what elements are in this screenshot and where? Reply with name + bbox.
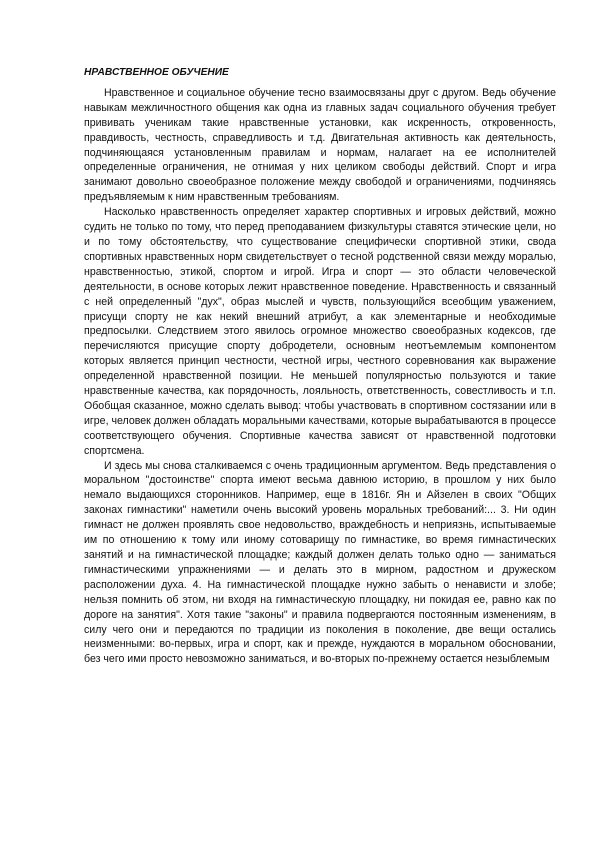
document-title: НРАВСТВЕННОЕ ОБУЧЕНИЕ — [84, 67, 229, 78]
paragraph-3: И здесь мы снова сталкиваемся с очень традиционным аргументом. Ведь представления о моральном "достоинстве" спорта имеют весьма давнюю историю, в прошлом у них было немало выдающихся сторонников. Например, еще в 1816г. Ян и Айзелен в своих "Общих законах гимнастики" наметили очень высокий уровень моральных требований:... 3. Ни один гимнаст не должен проявлять свое недовольство, враждебность и неприязнь, испытываемые им по отношению к тому или иному сотоварищу по гимнастике, во время гимнастических занятий и на гимнастической площадке; каждый должен делать только одно — заниматься гимнастическими упражнениями — и делать это в мирном, радостном и дружеском расположении духа. 4. На гимнастической площадке нужно забыть о ненависти и злобе; нельзя помнить об этом, ни входя на гимнастическую площадку, ни покидая ее, равно как по дороге на занятия". Хотя такие "законы" и правила подвергаются постоянным изменениям, в силу чего они и передаются по традиции из поколения в поколение, две вещи остались неизменными: во-первых, игра и спорт, как и прежде, нуждаются в моральном обосновании, без чего ими просто невозможно заниматься, и во-вторых по-прежнему остается незыблемым — [84, 459, 556, 666]
paragraph-2: Насколько нравственность определяет характер спортивных и игровых действий, можно судить не только по тому, что перед преподаванием физкультуры ставятся этические цели, но и по тому обстоятельству, что существование специфически спортивной этики, свода спортивных нравственных норм свидетельствует о тесной родственной связи между моралью, нравственностью, этикой, спортом и игрой. Игра и спорт — это области человеческой деятельности, в основе которых лежит нравственное поведение. Нравственность и связанный с ней определенный "дух", образ мыслей и чувств, пользующийся всеобщим уважением, присущи спорту не как некий внешний атрибут, а как элементарные и необходимые предпосылки. Следствием этого явилось огромное множество своеобразных кодексов, где перечисляются присущие спорту добродетели, основным неотъемлемым компонентом которых является принцип честности, честной игры, честного соревнования как выражение определенной нравственной позиции. Не меньшей популярностью пользуются и такие нравственные качества, как порядочность, лояльность, ответственность, совестливость и т.п. Обобщая сказанное, можно сделать вывод: чтобы участвовать в спортивном состязании или в игре, человек должен обладать моральными качествами, которые вырабатываются в процессе соответствующего обучения. Спортивные качества зависят от нравственной подготовки спортсмена. — [84, 206, 556, 457]
document-page — [84, 66, 556, 667]
paragraph-1: Нравственное и социальное обучение тесно взаимосвязаны друг с другом. Ведь обучение навыкам межличностного общения как одна из главных задач социального обучения требует прививать ученикам такие нравственные установки, как искренность, откровенность, правдивость, честность, справедливость и т.д. Двигательная активность как деятельность, подчиняющаяся установленным правилам и нормам, налагает на ее исполнителей определенные ограничения, не отнимая у них целиком свободы действий. Спорт и игра занимают довольно своеобразное положение между свободой и ограничениями, подчиняясь предъявляемым к ним нравственным требованиям. — [84, 86, 556, 204]
